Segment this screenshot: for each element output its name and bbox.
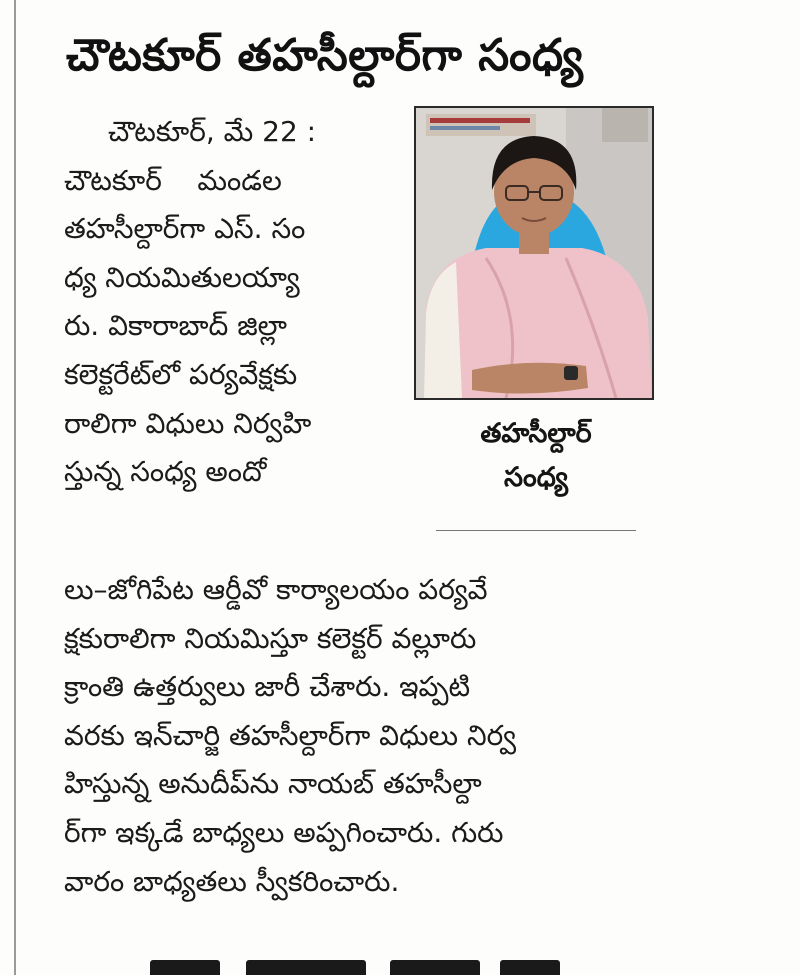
body-line: క్షకురాలిగా నియమిస్తూ కలెక్టర్ వల్లూరు [64,621,477,655]
column-divider [14,0,16,975]
body-line: వారం బాధ్యతలు స్వీకరించారు. [64,864,400,898]
caption-divider [436,530,636,531]
article-body-narrow [64,108,392,497]
dateline: చౌటకూర్, మే 22 : [108,115,317,148]
body-line: స్తున్న సంధ్య అందో [64,455,267,489]
body-line: ధ్య నియమితులయ్యా [64,260,300,294]
body-line: క్రాంతి ఉత్తర్వులు జారీ చేశారు. ఇప్పటి [64,670,471,704]
wall-frame [602,108,648,142]
portrait-illustration [416,108,652,398]
wristwatch [564,366,578,380]
body-line: ర్‌గా ఇక్కడే బాధ్యలు అప్పగించారు. గురు [64,815,504,849]
caption-designation: తహసీల్దార్ [480,418,592,449]
photo-caption [420,412,652,500]
notice-board-strip [430,126,500,130]
caption-name: సంధ్య [504,462,568,493]
next-headline-cropped [150,960,570,975]
body-line: రాలిగా విధులు నిర్వహి [64,406,312,440]
body-line: తహసీల్దార్‌గా ఎస్. సం [64,212,306,246]
portrait-photo [414,106,654,400]
body-line: కలెక్టరేట్‌లో పర్యవేక్షకు [64,357,298,391]
body-line: లు–జోగిపేట ఆర్డీవో కార్యాలయం పర్యవే [64,573,488,606]
notice-board-strip [430,118,530,123]
notice-board [426,114,536,136]
body-line: రు. వికారాబాద్ జిల్లా [64,309,287,343]
article-headline: చౌటకూర్ తహసీల్దార్‌గా సంధ్య [66,30,584,81]
body-line: హిస్తున్న అనుదీప్‌ను నాయబ్ తహసీల్దా [64,767,482,801]
article-body-wide [64,566,664,906]
body-line: చౌటకూర్ మండల [64,163,282,197]
body-line: వరకు ఇన్‌చార్జి తహసీల్దార్‌గా విధులు నిర్వ [64,718,517,752]
